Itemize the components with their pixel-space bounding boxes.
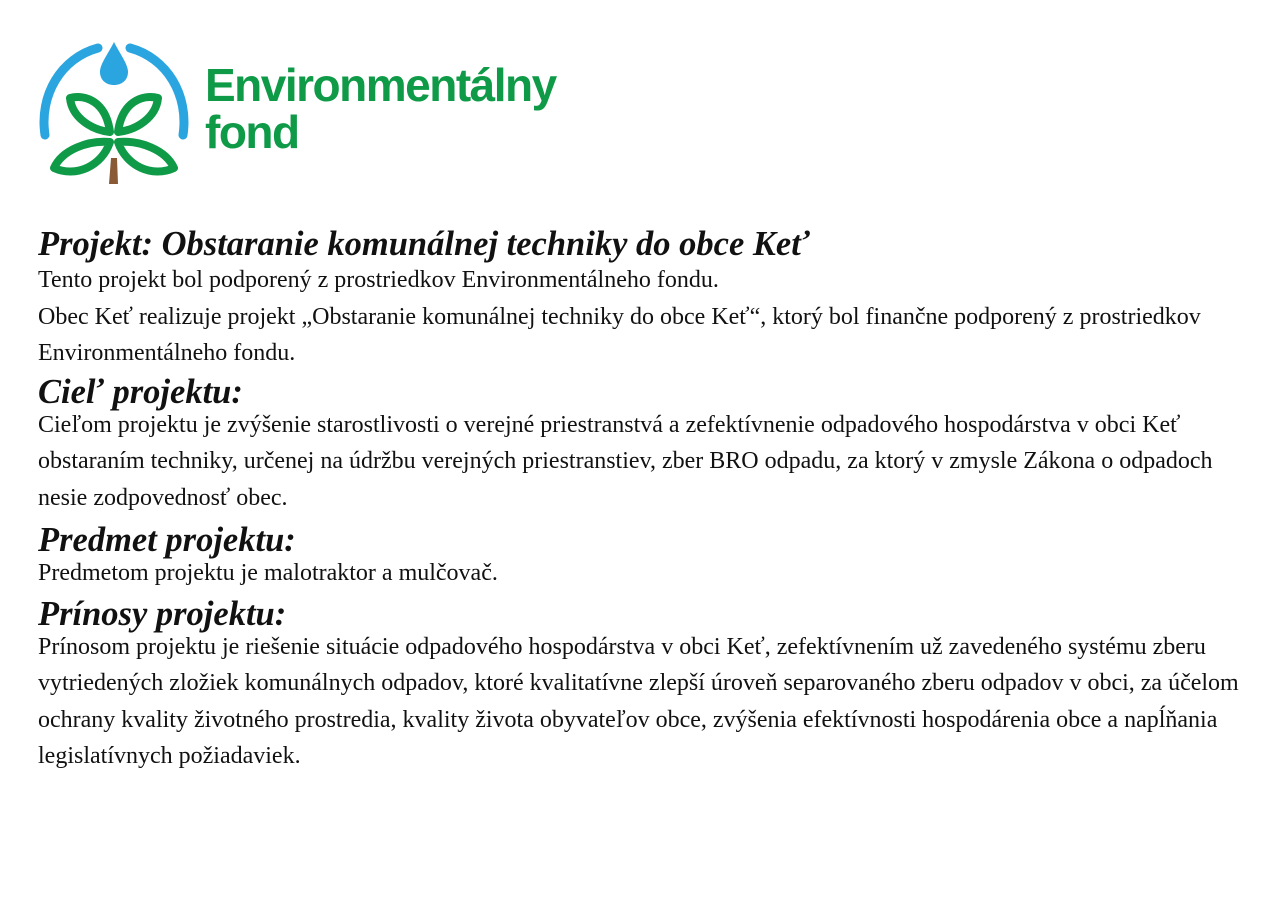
subject-heading: Predmet projektu: [38,521,296,559]
subject-text: Predmetom projektu je malotraktor a mulčovač. [38,560,498,586]
project-description: Obec Keť realizuje projekt „Obstaranie komunálnej techniky do obce Keť“, ktorý bol finančne podporený z prostriedkov Environmentálneho fondu. [38,303,1201,366]
benefits-text: Prínosom projektu je riešenie situácie odpadového hospodárstva v obci Keť, zefektívnením už zavedeného systému zberu vytriedených zložiek komunálnych odpadov, ktoré kvalitatívne zlepší úroveň separovaného zberu odpadov v obci, za účelom ochrany kvality životného prostredia, kvality života obyvateľov obce, zvýšenia efektívnosti hospodárenia obce a napĺňania legislatívnych požiadaviek. [38,633,1239,769]
benefits-heading: Prínosy projektu: [38,594,287,633]
water-drop-icon [100,42,128,85]
logo-line-1: Environmentálny [205,59,556,111]
leaves-icon [36,40,192,185]
environmental-fund-logo [36,40,616,185]
project-heading: Projekt: Obstaranie komunálnej techniky do obce Keť [38,225,810,263]
logo-wordmark [205,59,556,158]
tree-trunk-icon [109,158,118,184]
project-info [38,222,1253,775]
goal-heading: Cieľ projektu: [38,372,243,411]
project-support-text: Tento projekt bol podporený z prostriedkov Environmentálneho fondu. [38,267,719,293]
logo-line-2: fond [205,106,299,158]
goal-text: Cieľom projektu je zvýšenie starostlivosti o verejné priestranstvá a zefektívnenie odpadového hospodárstva v obci Keť obstaraním techniky, určenej na údržbu verejných priestranstiev, zber BRO odpadu, za ktorý v zmysle Zákona o odpadoch nesie zodpovednosť obec. [38,411,1213,511]
